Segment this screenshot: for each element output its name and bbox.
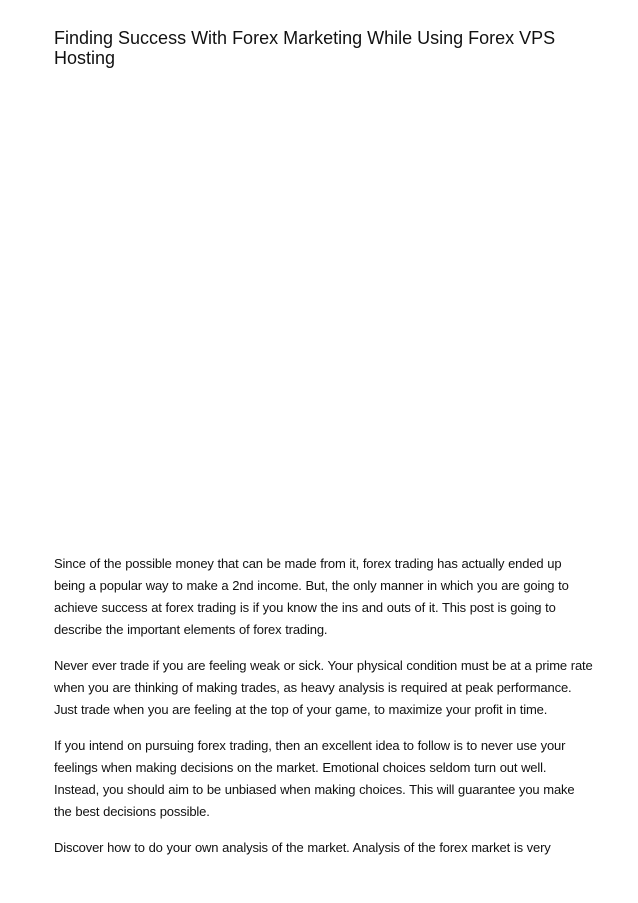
paragraph: Discover how to do your own analysis of the market. Analysis of the forex market is very	[54, 840, 551, 855]
document-body	[54, 553, 594, 873]
paragraph: Since of the possible money that can be made from it, forex trading has actually ended up being a popular way to make a 2nd income. But, the only manner in which you are going to achieve success at forex trading is if you know the ins and outs of it. This post is going to describe the important elements of forex trading.	[54, 556, 569, 637]
document-title: Finding Success With Forex Marketing While Using Forex VPS Hosting	[54, 28, 556, 68]
paragraph: If you intend on pursuing forex trading, then an excellent idea to follow is to never use your feelings when making decisions on the market. Emotional choices seldom turn out well. Instead, you should aim to be unbiased when making choices. This will guarantee you make the best decisions possible.	[54, 738, 575, 819]
paragraph: Never ever trade if you are feeling weak or sick. Your physical condition must be at a prime rate when you are thinking of making trades, as heavy analysis is required at peak performance. Just trade when you are feeling at the top of your game, to maximize your profit in time.	[54, 658, 593, 717]
